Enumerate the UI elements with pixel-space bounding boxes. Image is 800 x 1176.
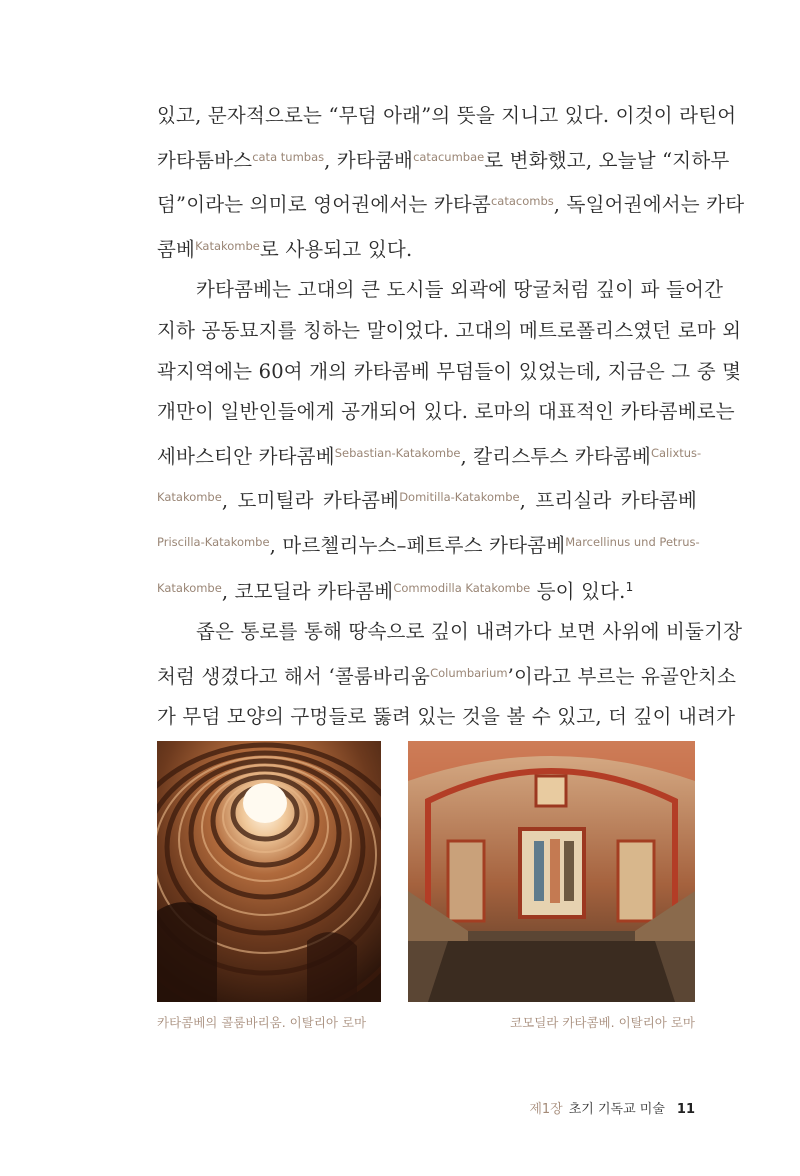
caption-left: 카타콤베의 콜룸바리움. 이탈리아 로마 <box>157 1015 367 1030</box>
text-run: 있고, 문자적으로는 “무덤 아래”의 뜻을 지니고 있다. 이것이 라틴어 <box>157 104 737 127</box>
gloss-term: Columbarium <box>430 665 508 680</box>
text-line <box>157 270 724 311</box>
gloss-term: Katakombe <box>157 580 222 595</box>
text-run: 로 변화했고, 오늘날 “지하무 <box>484 148 730 172</box>
gloss-term: Katakombe <box>157 490 222 505</box>
text-line <box>157 697 736 738</box>
text-line <box>157 137 730 182</box>
text-run: ’이라고 부르는 유골안치소 <box>507 664 737 688</box>
gloss-term: Commodilla Katakombe <box>393 580 531 595</box>
text-line <box>157 392 735 433</box>
commodilla-catacomb-photo <box>408 741 695 1002</box>
text-run: , 카타쿰배 <box>324 148 414 172</box>
text-line <box>157 433 702 478</box>
text-line <box>157 477 697 522</box>
gloss-term: Calixtus- <box>650 445 702 460</box>
footer-chapter: 제1장 <box>529 1102 563 1117</box>
text-line <box>157 522 700 567</box>
text-line <box>157 567 697 613</box>
caption-right: 코모딜라 카타콤베. 이탈리아 로마 <box>510 1015 695 1030</box>
text-line <box>157 612 743 653</box>
text-run: 지하 공동묘지를 칭하는 말이었다. 고대의 메트로폴리스였던 로마 외 <box>157 318 742 342</box>
body-text <box>157 96 745 738</box>
gloss-term: catacombs <box>490 194 554 209</box>
text-line <box>157 653 737 698</box>
gloss-term: Katakombe <box>195 238 260 253</box>
text-run: 좁은 통로를 통해 땅속으로 깊이 내려가다 보면 사위에 비둘기장 <box>196 620 743 644</box>
text-run: 세바스티안 카타콤베 <box>157 444 335 468</box>
text-run: , 프리실라 카타콤베 <box>519 489 697 513</box>
text-run: 카타툼바스 <box>157 148 253 172</box>
gloss-term: Marcellinus und Petrus- <box>565 534 700 549</box>
text-run: 카타콤베는 고대의 큰 도시들 외곽에 땅굴처럼 깊이 파 들어간 <box>196 278 724 302</box>
page-number: 11 <box>676 1102 695 1117</box>
text-run: 가 무덤 모양의 구멍들로 뚫려 있는 것을 볼 수 있고, 더 깊이 내려가 <box>157 705 736 729</box>
text-run: 덤”이라는 의미로 영어권에서는 카타콤 <box>157 193 491 217</box>
text-run: 로 사용되고 있다. <box>259 237 413 261</box>
footnote-marker: 1 <box>625 579 634 594</box>
text-run: 콤베 <box>157 237 196 261</box>
gloss-term: Domitilla-Katakombe <box>399 490 520 505</box>
text-line <box>157 311 742 352</box>
gloss-term: Priscilla-Katakombe <box>157 534 270 549</box>
text-run: , 도미틸라 카타콤베 <box>221 489 400 513</box>
text-run: 등이 있다. <box>530 579 626 603</box>
text-line <box>157 181 745 226</box>
text-run: 곽지역에는 60여 개의 카타콤베 무덤들이 있었는데, 지금은 그 중 몇 <box>157 359 742 383</box>
page-footer <box>529 1098 695 1117</box>
text-run: , 독일어권에서는 카타 <box>553 193 745 217</box>
text-run: , 마르첼리누스–페트루스 카타콤베 <box>269 533 566 557</box>
gloss-term: cata tumbas <box>252 149 325 164</box>
text-run: , 코모딜라 카타콤베 <box>221 579 394 603</box>
text-line <box>157 352 742 393</box>
text-line <box>157 96 737 137</box>
text-run: 개만이 일반인들에게 공개되어 있다. 로마의 대표적인 카타콤베로는 <box>157 400 735 424</box>
columbarium-photo <box>157 741 381 1002</box>
gloss-term: catacumbae <box>413 149 485 164</box>
text-run: 처럼 생겼다고 해서 ‘콜룸바리움 <box>157 664 431 688</box>
gloss-term: Sebastian-Katakombe <box>334 445 461 460</box>
text-line <box>157 226 697 271</box>
footer-title: 초기 기독교 미술 <box>568 1102 665 1117</box>
text-run: , 칼리스투스 카타콤베 <box>460 444 651 468</box>
